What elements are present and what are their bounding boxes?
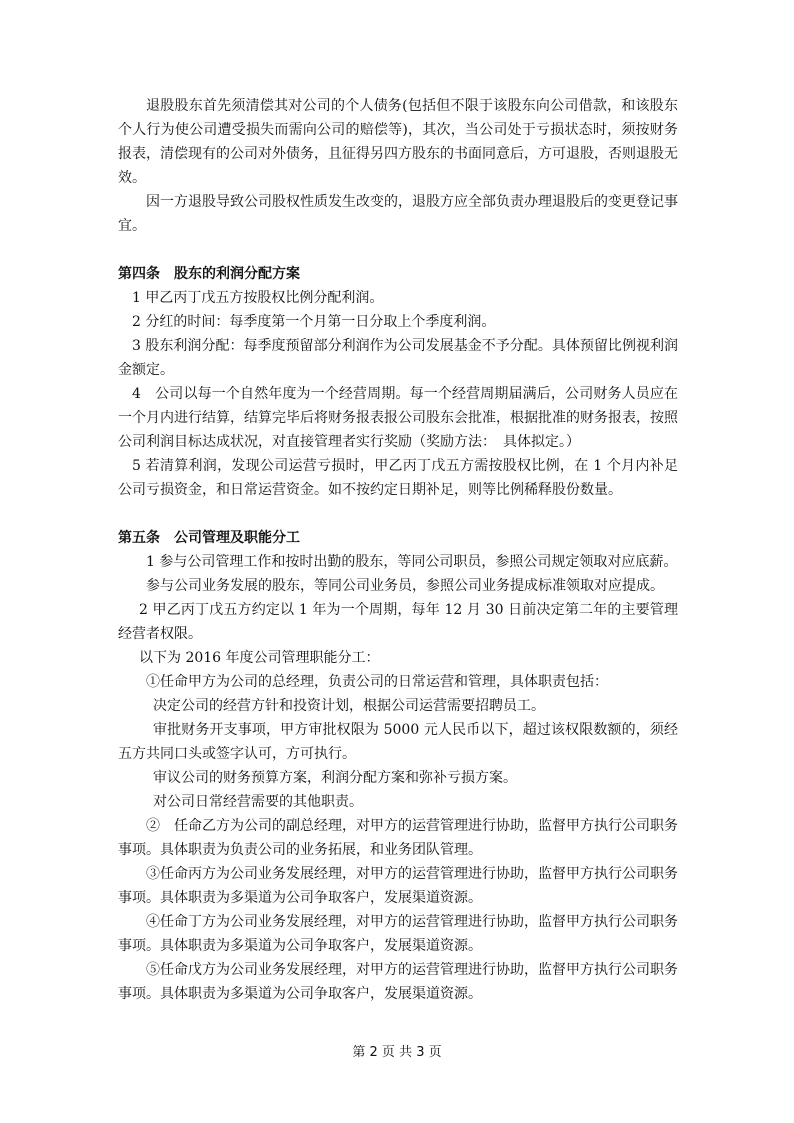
role-a-duty-2: 审批财务开支事项，甲方审批权限为 5000 元人民币以下，超过该权限数额的，须经五方共同口头或签字认可，方可执行。 (118, 722, 678, 762)
role-e-business-manager: ⑤任命戊方为公司业务发展经理，对甲方的运营管理进行协助，监督甲方执行公司职务事项。具体职责为多渠道为公司争取客户，发展渠道资源。 (118, 962, 678, 1002)
role-a-duty-4: 对公司日常经营需要的其他职责。 (153, 794, 363, 810)
document-body (118, 94, 678, 1006)
role-a-duty-1: 决定公司的经营方针和投资计划，根据公司运营需要招聘员工。 (153, 698, 545, 714)
role-b-deputy-manager: ② 任命乙方为公司的副总经理，对甲方的运营管理进行协助，监督甲方执行公司职务事项。具体职责为负责公司的业务拓展，和业务团队管理。 (118, 818, 678, 858)
paragraph-withdrawal-registration: 因一方退股导致公司股权性质发生改变的，退股方应全部负责办理退股后的变更登记事宜。 (118, 194, 678, 234)
article-5-item-1: 1 参与公司管理工作和按时出勤的股东，等同公司职员，参照公司规定领取对应底薪。 (146, 554, 678, 570)
role-a-duty-3: 审议公司的财务预算方案，利润分配方案和弥补亏损方案。 (153, 770, 517, 786)
article-5-division-intro: 以下为 2016 年度公司管理职能分工： (139, 650, 380, 666)
article-5-item-2: 2 甲乙丙丁戊五方约定以 1 年为一个周期，每年 12 月 30 日前决定第二年的主要管理经营者权限。 (118, 602, 678, 642)
paragraph-withdrawal-debt: 退股股东首先须清偿其对公司的个人债务(包括但不限于该股东向公司借款，和该股东个人行为使公司遭受损失而需向公司的赔偿等)，其次，当公司处于亏损状态时，须按财务报表，清偿现有的公司对外债务，且征得另四方股东的书面同意后，方可退股，否则退股无效。 (118, 98, 678, 186)
article-5-item-1b: 参与公司业务发展的股东，等同公司业务员，参照公司业务提成标准领取对应提成。 (146, 578, 664, 594)
article-4-item-3: 3 股东利润分配：每季度预留部分利润作为公司发展基金不予分配。具体预留比例视利润金额定。 (118, 338, 678, 378)
article-5-heading: 第五条 公司管理及职能分工 (118, 530, 300, 546)
article-4-item-5: 5 若清算利润，发现公司运营亏损时，甲乙丙丁戊五方需按股权比例，在 1 个月内补足公司亏损资金，和日常运营资金。如不按约定日期补足，则等比例稀释股份数量。 (118, 458, 678, 498)
role-a-general-manager: ①任命甲方为公司的总经理，负责公司的日常运营和管理，具体职责包括： (146, 674, 608, 690)
article-4-item-4: 4 公司以每一个自然年度为一个经营周期。每一个经营周期届满后，公司财务人员应在一个月内进行结算，结算完毕后将财务报表报公司股东会批准，根据批准的财务报表，按照公司利润目标达成状况，对直接管理者实行奖励（奖励方法： 具体拟定。） (118, 386, 678, 450)
spacer (118, 238, 678, 262)
article-4-heading: 第四条 股东的利润分配方案 (118, 266, 300, 282)
page-number-footer: 第 2 页 共 3 页 (352, 1045, 442, 1060)
role-c-business-manager: ③任命丙方为公司业务发展经理，对甲方的运营管理进行协助，监督甲方执行公司职务事项。具体职责为多渠道为公司争取客户，发展渠道资源。 (118, 866, 678, 906)
spacer (118, 502, 678, 526)
role-d-business-manager: ④任命丁方为公司业务发展经理，对甲方的运营管理进行协助，监督甲方执行公司职务事项。具体职责为多渠道为公司争取客户，发展渠道资源。 (118, 914, 678, 954)
article-4-item-2: 2 分红的时间：每季度第一个月第一日分取上个季度利润。 (132, 314, 496, 330)
article-4-item-1: 1 甲乙丙丁戊五方按股权比例分配利润。 (132, 290, 384, 306)
